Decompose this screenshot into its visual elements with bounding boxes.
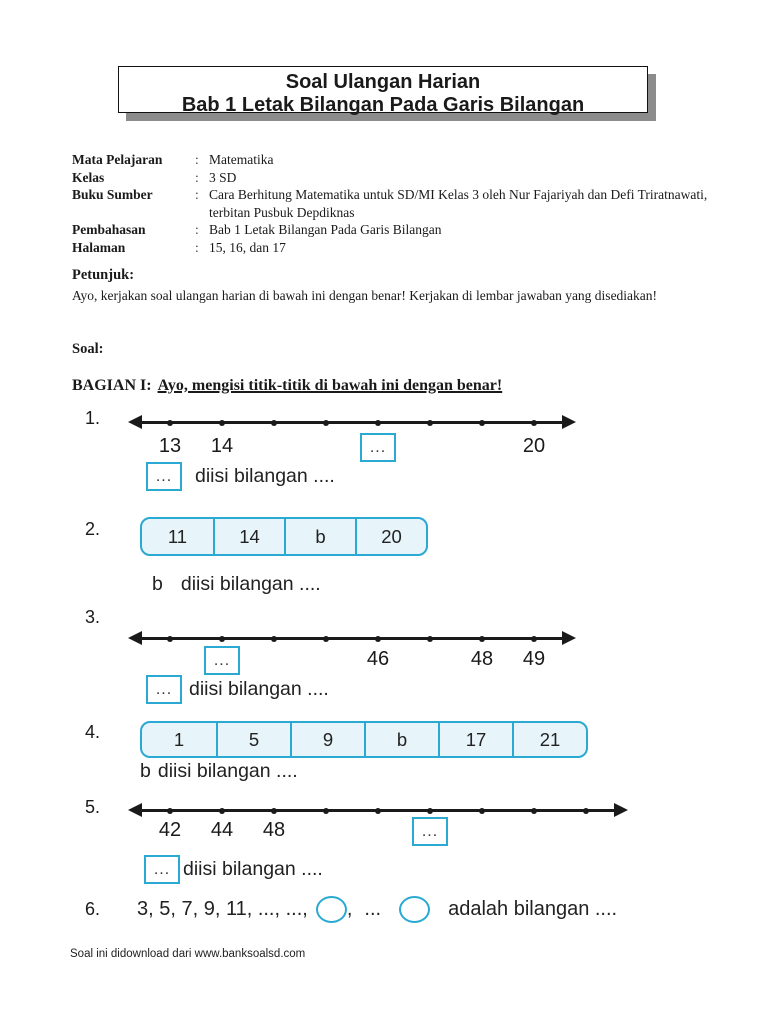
title-box [118, 66, 648, 116]
answer-variable: b [152, 573, 163, 595]
meta-colon: : [195, 187, 199, 202]
meta-colon: : [195, 169, 199, 185]
numberline-label: 48 [470, 648, 494, 670]
numberline-dot [531, 420, 537, 426]
sequence-text: , [346, 898, 353, 920]
meta-value: 15, 16, dan 17 [209, 239, 286, 255]
numberline-label: 42 [158, 819, 182, 841]
numberline-dot [271, 420, 277, 426]
numberline-dot [219, 636, 225, 642]
numberline-label: 44 [210, 819, 234, 841]
meta-value: Matematika [209, 152, 274, 167]
meta-label: Halaman [72, 239, 126, 255]
question-6-number: 6. [85, 899, 101, 919]
numberline-label: 49 [522, 648, 546, 670]
meta-label: Buku Sumber [72, 187, 153, 202]
strip-cell: 9 [290, 723, 364, 756]
meta-label: Kelas [72, 169, 105, 185]
meta-value: 3 SD [209, 169, 237, 185]
metadata-block [72, 151, 712, 256]
page-title-line1: Soal Ulangan Harian [285, 71, 481, 93]
meta-label: Mata Pelajaran [72, 152, 163, 167]
strip-cell: 21 [512, 723, 586, 756]
page-title-line2: Bab 1 Letak Bilangan Pada Garis Bilangan [181, 94, 585, 116]
strip-cell: b [284, 519, 355, 554]
answer-text: diisi bilangan .... [183, 858, 323, 880]
answer-ellipse [316, 896, 347, 923]
sequence-text: adalah bilangan .... [448, 898, 618, 920]
numberline-dot [583, 808, 589, 814]
answer-text: diisi bilangan .... [189, 678, 329, 700]
numberline-label: 13 [158, 435, 182, 457]
meta-value: Bab 1 Letak Bilangan Pada Garis Bilangan [209, 222, 442, 237]
question-2-number: 2. [85, 519, 101, 539]
instructions-heading: Petunjuk: [72, 267, 135, 283]
numberline-dot [271, 636, 277, 642]
numberline-dot [323, 636, 329, 642]
strip-cell: 14 [213, 519, 284, 554]
numberline-label: 20 [522, 435, 546, 457]
sequence-text: 3, 5, 7, 9, 11, ..., ..., [137, 898, 308, 920]
answer-row [152, 573, 321, 596]
section-label: BAGIAN I: [72, 377, 152, 394]
question-4-number: 4. [85, 722, 101, 742]
answer-row [146, 675, 329, 704]
meta-row [72, 169, 712, 187]
numberline-dot [219, 420, 225, 426]
instructions-body: Ayo, kerjakan soal ulangan harian di bawah ini dengan benar! Kerjakan di lembar jawaban yang disediakan! [72, 288, 658, 303]
sequence-text: ... [364, 898, 382, 920]
answer-row [140, 760, 298, 783]
blank-box: ... [146, 675, 182, 704]
answer-text: diisi bilangan .... [157, 760, 298, 782]
meta-colon: : [195, 239, 199, 255]
footer-credit: Soal ini didownload dari www.banksoalsd.com [70, 948, 306, 960]
strip-cell: 20 [355, 519, 426, 554]
numberline-dot [531, 808, 537, 814]
meta-label: Pembahasan [72, 222, 146, 237]
number-line [128, 411, 576, 434]
instructions-section [72, 267, 722, 304]
meta-row [72, 221, 712, 239]
answer-row [144, 855, 323, 884]
numberline-dot [427, 420, 433, 426]
answer-row [146, 462, 335, 491]
section-heading [72, 377, 502, 395]
strip-cell: 17 [438, 723, 512, 756]
question-1-number: 1. [85, 408, 101, 428]
strip-cell: b [364, 723, 438, 756]
answer-variable: b [140, 760, 151, 782]
number-sequence [137, 896, 617, 923]
blank-box: ... [412, 817, 448, 846]
blank-box: ... [204, 646, 240, 675]
meta-value: Cara Berhitung Matematika untuk SD/MI Kelas 3 oleh Nur Fajariyah dan Defi Triratnawati, terbitan Pusbuk Depdiknas [209, 187, 708, 220]
numberline-dot [323, 420, 329, 426]
numberline-label: 46 [366, 648, 390, 670]
question-3-number: 3. [85, 607, 101, 627]
numberline-line [133, 421, 571, 424]
meta-row [72, 151, 712, 169]
meta-colon: : [195, 222, 199, 237]
blank-box: ... [360, 433, 396, 462]
blank-box: ... [144, 855, 180, 884]
numberline-dot [531, 636, 537, 642]
numberline-dot [375, 636, 381, 642]
numberline-label: 14 [210, 435, 234, 457]
numberline-dot [167, 636, 173, 642]
numberline-dot [375, 808, 381, 814]
questions-heading: Soal: [72, 341, 104, 357]
numberline-dot [479, 808, 485, 814]
answer-ellipse [399, 896, 430, 923]
strip-cell: 1 [173, 728, 185, 750]
number-strip [140, 517, 428, 556]
numberline-dot [479, 636, 485, 642]
question-5-number: 5. [85, 797, 101, 817]
meta-row [72, 186, 712, 221]
meta-colon: : [195, 152, 199, 167]
blank-box: ... [146, 462, 182, 491]
numberline-dot [323, 808, 329, 814]
numberline-dot [375, 420, 381, 426]
numberline-dot [427, 808, 433, 814]
section-instruction: Ayo, mengisi titik-titik di bawah ini dengan benar! [157, 377, 503, 394]
numberline-dot [479, 420, 485, 426]
numberline-line [133, 637, 571, 640]
answer-text: diisi bilangan .... [180, 573, 321, 595]
strip-cell: 11 [167, 525, 188, 547]
numberline-dot [167, 808, 173, 814]
strip-cell: 5 [216, 723, 290, 756]
numberline-dot [271, 808, 277, 814]
meta-row [72, 239, 712, 257]
answer-text: diisi bilangan .... [195, 465, 335, 487]
numberline-dot [167, 420, 173, 426]
numberline-label: 48 [262, 819, 286, 841]
number-strip [140, 721, 588, 758]
number-line-labels [128, 817, 628, 851]
numberline-dot [427, 636, 433, 642]
numberline-dot [219, 808, 225, 814]
